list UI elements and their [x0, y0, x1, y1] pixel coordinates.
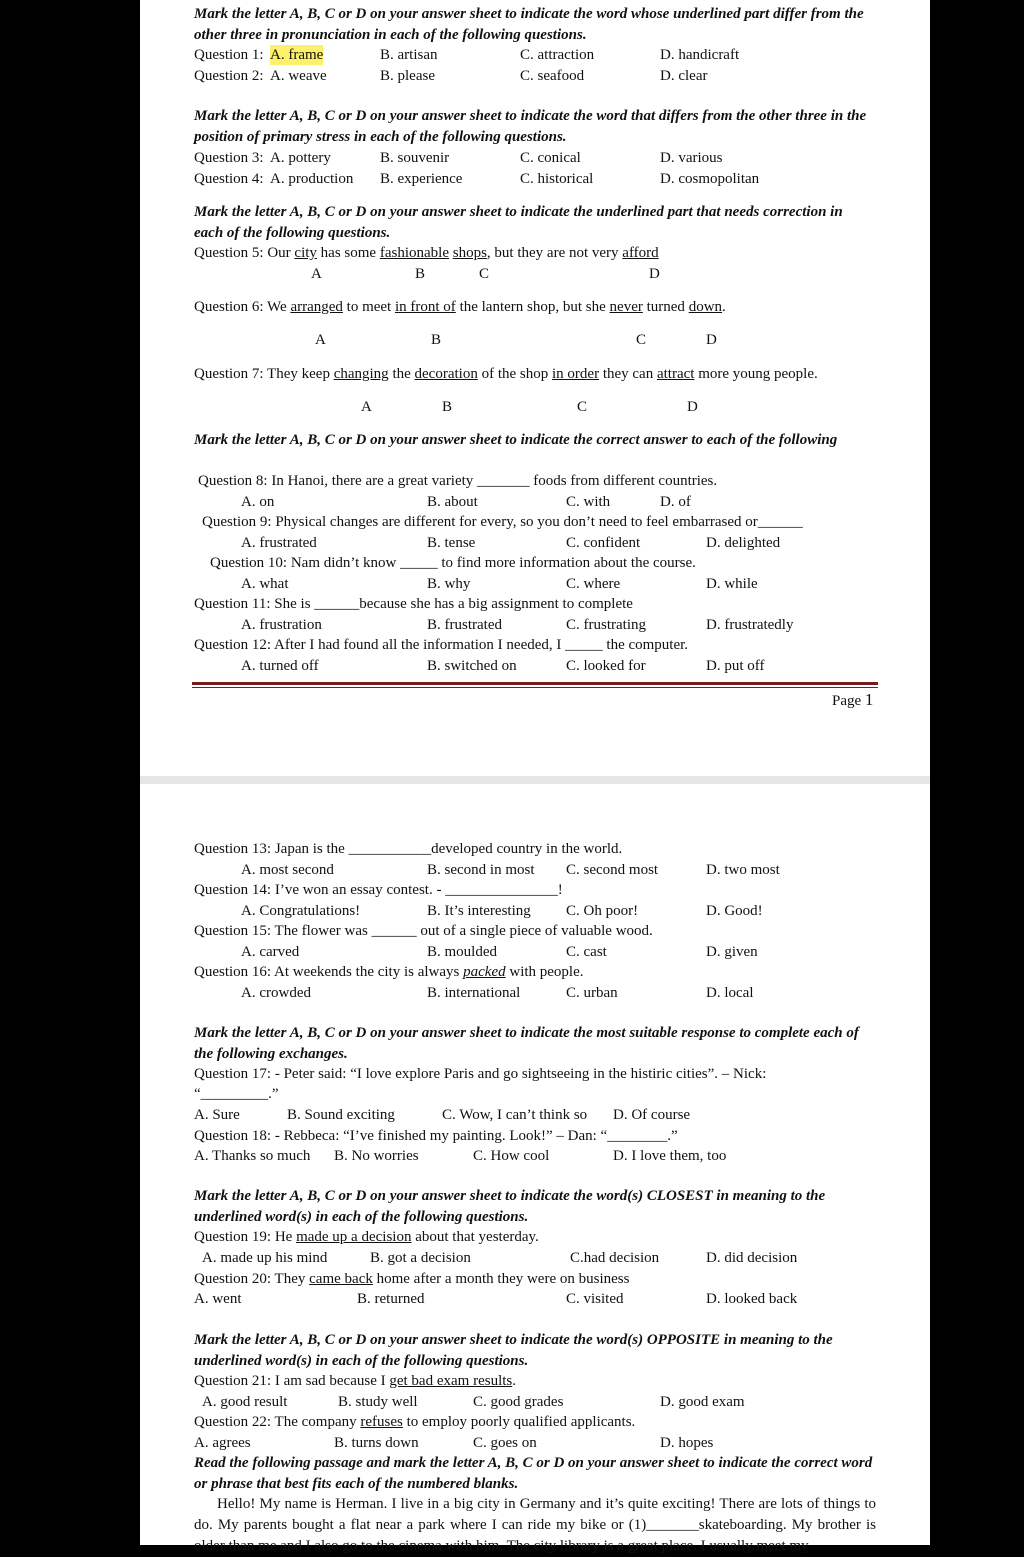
marker-d: D: [687, 399, 698, 415]
option-b: B. souvenir: [380, 150, 450, 166]
option-c: C. urban: [566, 985, 618, 1001]
section-instruction-opposite: Mark the letter A, B, C or D on your answer sheet to indicate the word(s) OPPOSITE in meaning to the underlined word(s) in each of the following questions.: [194, 1332, 833, 1369]
option-c: C. cast: [566, 944, 607, 960]
marker-c: C: [577, 399, 588, 415]
question-13-stem: Question 13: Japan is the ___________developed country in the world.: [194, 841, 623, 857]
marker-d: D: [649, 266, 660, 282]
option-c: C. with: [566, 494, 611, 510]
option-a: A. Congratulations!: [241, 903, 361, 919]
option-b: B. No worries: [334, 1148, 419, 1164]
option-a: A. carved: [241, 944, 300, 960]
option-a: A. went: [194, 1291, 242, 1307]
option-b: B. study well: [338, 1394, 418, 1410]
question-17-stem: Question 17: - Peter said: “I love explore Paris and go sightseeing in the histiric cities”. – Nick:: [194, 1066, 767, 1082]
option-a: A. frustrated: [241, 535, 317, 551]
option-c: C. historical: [520, 171, 594, 187]
option-c: C. confident: [566, 535, 641, 551]
option-c: C. visited: [566, 1291, 624, 1307]
marker-b: B: [431, 332, 442, 348]
question-7-sentence: Question 7: They keep changing the decoration of the shop in order they can attract more young people.: [194, 366, 818, 382]
option-a: A. what: [241, 576, 289, 592]
marker-a: A: [361, 399, 372, 415]
question-22-stem: Question 22: The company refuses to employ poorly qualified applicants.: [194, 1414, 636, 1430]
option-b: B. about: [427, 494, 478, 510]
option-c: C. goes on: [473, 1435, 537, 1451]
page-number: Page 1: [832, 690, 874, 709]
option-a: A. made up his mind: [202, 1250, 328, 1266]
option-a: A. frustration: [241, 617, 322, 633]
question-12-stem: Question 12: After I had found all the information I needed, I _____ the computer.: [194, 637, 689, 653]
option-b: B. please: [380, 68, 435, 84]
option-b: B. why: [427, 576, 471, 592]
option-b: B. switched on: [427, 658, 517, 674]
option-b: B. Sound exciting: [287, 1107, 395, 1123]
option-b: B. turns down: [334, 1435, 419, 1451]
question-6-sentence: Question 6: We arranged to meet in front of the lantern shop, but she never turned down.: [194, 299, 726, 315]
option-d: D. delighted: [706, 535, 781, 551]
option-a: A. Sure: [194, 1107, 240, 1123]
option-d: D. local: [706, 985, 754, 1001]
option-d: D. Good!: [706, 903, 763, 919]
document-page-1: [140, 0, 930, 776]
question-21-stem: Question 21: I am sad because I get bad exam results.: [194, 1373, 516, 1389]
marker-b: B: [415, 266, 426, 282]
option-a: A. good result: [202, 1394, 288, 1410]
marker-a: A: [311, 266, 322, 282]
option-d: D. while: [706, 576, 758, 592]
option-c: C. seafood: [520, 68, 585, 84]
question-17-blank: “_________.”: [194, 1086, 279, 1102]
option-a: A. weave: [270, 68, 327, 84]
question-19-stem: Question 19: He made up a decision about that yesterday.: [194, 1229, 539, 1245]
section-instruction-correction: Mark the letter A, B, C or D on your answer sheet to indicate the underlined part that needs correction in each of the following questions.: [194, 204, 843, 241]
option-d: D. hopes: [660, 1435, 714, 1451]
marker-c: C: [479, 266, 490, 282]
marker-b: B: [442, 399, 453, 415]
option-a: A. production: [270, 171, 354, 187]
page-gap: [140, 776, 930, 784]
option-d: D. two most: [706, 862, 780, 878]
option-c: C. Oh poor!: [566, 903, 639, 919]
footer-rule: [192, 682, 878, 685]
option-a: A. most second: [241, 862, 334, 878]
section-instruction-closest: Mark the letter A, B, C or D on your answer sheet to indicate the word(s) CLOSEST in meaning to the underlined word(s) in each of the following questions.: [194, 1188, 826, 1225]
option-a: A. frame: [270, 47, 324, 63]
option-d: D. Of course: [613, 1107, 691, 1123]
option-d: D. looked back: [706, 1291, 798, 1307]
option-d: D. frustratedly: [706, 617, 794, 633]
document-page-2: [140, 784, 930, 1554]
option-b: B. artisan: [380, 47, 438, 63]
option-c: C.had decision: [570, 1250, 660, 1266]
option-d: D. of: [660, 494, 691, 510]
question-label: Question 2:: [194, 68, 264, 84]
option-a: A. on: [241, 494, 275, 510]
marker-d: D: [706, 332, 717, 348]
option-b: B. moulded: [427, 944, 497, 960]
option-b: B. frustrated: [427, 617, 502, 633]
option-a: A. agrees: [194, 1435, 251, 1451]
question-18-stem: Question 18: - Rebbeca: “I’ve finished my painting. Look!” – Dan: “________.”: [194, 1128, 678, 1144]
section-instruction-stress: Mark the letter A, B, C or D on your answer sheet to indicate the word that differs from the other three in the position of primary stress in each of the following questions.: [194, 108, 867, 145]
option-d: D. handicraft: [660, 47, 740, 63]
option-b: B. international: [427, 985, 521, 1001]
question-20-stem: Question 20: They came back home after a month they were on business: [194, 1271, 630, 1287]
question-14-stem: Question 14: I’ve won an essay contest. - _______________!: [194, 882, 563, 898]
section-instruction-pronunciation: Mark the letter A, B, C or D on your answer sheet to indicate the word whose underlined part differ from the other three in pronunciation in each of the following questions.: [194, 6, 864, 43]
option-b: B. It’s interesting: [427, 903, 531, 919]
option-d: D. clear: [660, 68, 708, 84]
option-d: D. I love them, too: [613, 1148, 727, 1164]
option-b: B. second in most: [427, 862, 535, 878]
option-c: C. looked for: [566, 658, 646, 674]
option-a: A. crowded: [241, 985, 311, 1001]
section-instruction-correct-answer: Mark the letter A, B, C or D on your answer sheet to indicate the correct answer to each of the following: [194, 432, 838, 448]
question-9-stem: Question 9: Physical changes are different for every, so you don’t need to feel embarrased or______: [202, 514, 803, 530]
option-a: A. Thanks so much: [194, 1148, 311, 1164]
option-b: B. experience: [380, 171, 463, 187]
option-c: C. conical: [520, 150, 581, 166]
marker-c: C: [636, 332, 647, 348]
option-c: C. good grades: [473, 1394, 564, 1410]
question-11-stem: Question 11: She is ______because she has a big assignment to complete: [194, 596, 633, 612]
section-instruction-passage: Read the following passage and mark the letter A, B, C or D on your answer sheet to indicate the correct word or phrase that best fits each of the numbered blanks.: [194, 1455, 873, 1492]
option-d: D. various: [660, 150, 723, 166]
option-d: D. put off: [706, 658, 765, 674]
question-15-stem: Question 15: The flower was ______ out of a single piece of valuable wood.: [194, 923, 653, 939]
option-c: C. attraction: [520, 47, 595, 63]
option-c: C. Wow, I can’t think so: [442, 1107, 588, 1123]
question-8-stem: Question 8: In Hanoi, there are a great variety _______ foods from different countries.: [198, 473, 718, 489]
section-instruction-response: Mark the letter A, B, C or D on your answer sheet to indicate the most suitable response to complete each of the following exchanges.: [194, 1025, 859, 1062]
question-5-sentence: Question 5: Our city has some fashionable shops, but they are not very afford: [194, 245, 659, 261]
option-d: D. cosmopolitan: [660, 171, 760, 187]
option-c: C. second most: [566, 862, 659, 878]
option-a: A. pottery: [270, 150, 331, 166]
marker-a: A: [315, 332, 326, 348]
option-c: C. where: [566, 576, 621, 592]
question-label: Question 1:: [194, 47, 264, 63]
reading-passage: Hello! My name is Herman. I live in a big city in Germany and it’s quite exciting! There are lots of things to do. My parents bought a flat near a park where I can ride my bike or (1)_______skateboarding. My brother is older than me and I also go to the cinema with him. The city library is a great place. I usually meet my: [194, 1496, 876, 1554]
option-b: B. returned: [357, 1291, 425, 1307]
option-a: A. turned off: [241, 658, 319, 674]
question-10-stem: Question 10: Nam didn’t know _____ to find more information about the course.: [210, 555, 696, 571]
option-d: D. good exam: [660, 1394, 745, 1410]
option-b: B. got a decision: [370, 1250, 471, 1266]
option-d: D. given: [706, 944, 758, 960]
option-c: C. How cool: [473, 1148, 550, 1164]
question-label: Question 3:: [194, 150, 264, 166]
option-b: B. tense: [427, 535, 476, 551]
question-label: Question 4:: [194, 171, 264, 187]
option-d: D. did decision: [706, 1250, 798, 1266]
question-16-stem: Question 16: At weekends the city is always packed with people.: [194, 964, 584, 980]
option-c: C. frustrating: [566, 617, 646, 633]
footer-rule-thin: [192, 687, 878, 688]
